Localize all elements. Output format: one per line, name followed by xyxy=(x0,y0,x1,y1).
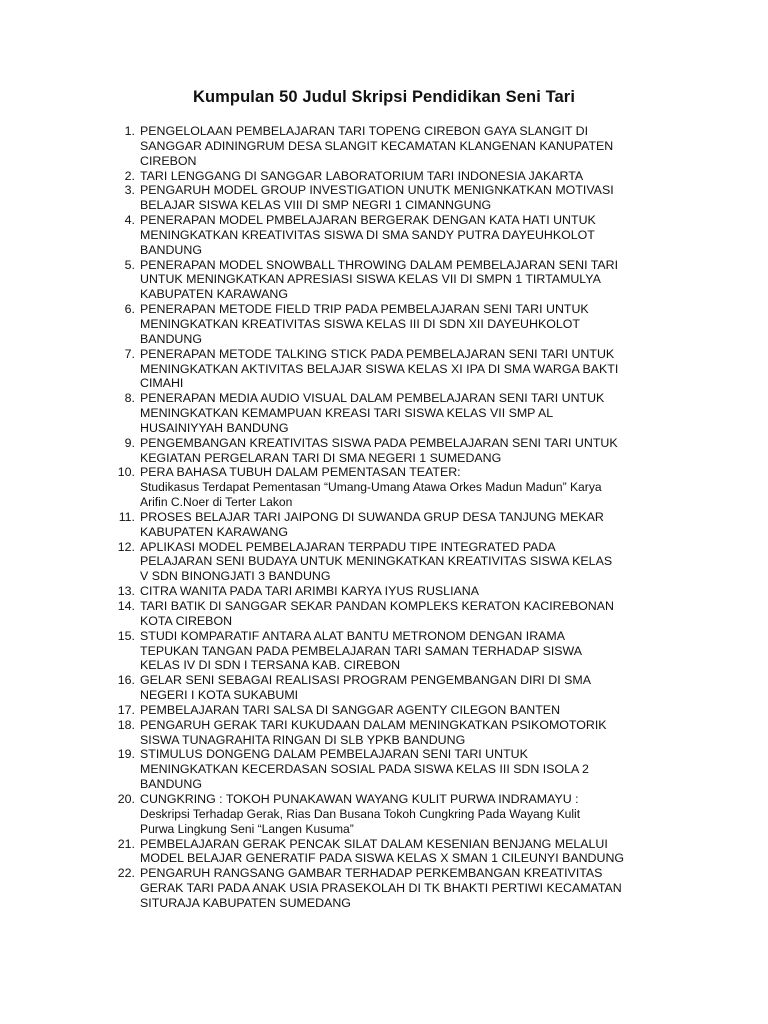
list-item-number: 1. xyxy=(124,124,135,138)
list-item xyxy=(112,465,712,510)
subtitle-line: Arifin C.Noer di Terter Lakon xyxy=(140,495,293,510)
list-item-number: 22. xyxy=(117,866,135,881)
list-item-text xyxy=(140,540,712,585)
list-item xyxy=(112,837,712,867)
title-line: GELAR SENI SEBAGAI REALISASI PROGRAM PENGEMBANGAN DIRI DI SMA xyxy=(140,673,591,688)
list-item-number: 6. xyxy=(124,302,135,317)
title-line: PENERAPAN METODE FIELD TRIP PADA PEMBELAJARAN SENI TARI UNTUK xyxy=(140,302,589,317)
list-item-text xyxy=(140,391,712,436)
title-line: BANDUNG xyxy=(140,777,202,792)
title-line: KABUPATEN KARAWANG xyxy=(140,287,289,302)
list-item xyxy=(112,629,712,674)
list-item-text xyxy=(140,718,712,748)
title-line: KABUPATEN KARAWANG xyxy=(140,524,289,539)
list-item-number: 8. xyxy=(124,391,135,406)
document-title: Kumpulan 50 Judul Skripsi Pendidikan Seni Tari xyxy=(192,88,576,106)
list-item xyxy=(112,302,712,347)
list-item-text xyxy=(140,747,712,792)
list-item-number: 4. xyxy=(124,213,135,228)
list-item-text xyxy=(140,183,712,213)
title-line: SANGGAR ADININGRUM DESA SLANGIT KECAMATAN KLANGENAN KANUPATEN xyxy=(140,138,614,153)
title-line: KOTA CIREBON xyxy=(140,613,233,628)
list-item-text xyxy=(140,124,712,169)
list-item-text xyxy=(140,213,712,258)
list-item-text xyxy=(140,837,712,867)
list-item xyxy=(112,347,712,392)
list-item xyxy=(112,718,712,748)
list-item-text xyxy=(140,302,712,347)
list-item-text xyxy=(140,673,712,703)
title-line: MENINGKATKAN KEMAMPUAN KREASI TARI SISWA KELAS VII SMP AL xyxy=(140,406,554,421)
title-line: PENGARUH RANGSANG GAMBAR TERHADAP PERKEMBANGAN KREATIVITAS xyxy=(140,866,603,881)
title-line: BANDUNG xyxy=(140,242,202,257)
list-item-number: 20. xyxy=(117,791,135,806)
title-line: MENINGKATKAN KREATIVITAS SISWA KELAS III DI SDN XII DAYEUHKOLOT xyxy=(140,316,580,331)
list-item-text xyxy=(140,584,712,599)
title-line: UNTUK MENINGKATKAN APRESIASI SISWA KELAS VII DI SMPN 1 TIRTAMULYA xyxy=(140,272,601,287)
list-item-text xyxy=(140,436,712,466)
list-item-text xyxy=(140,465,712,510)
title-line: TEPUKAN TANGAN PADA PEMBELAJARAN TARI SAMAN TERHADAP SISWA xyxy=(140,643,583,658)
list-item-number: 19. xyxy=(117,747,135,762)
title-line: CIMAHI xyxy=(140,376,184,391)
list-item-number: 18. xyxy=(117,717,135,732)
title-line: BELAJAR SISWA KELAS VIII DI SMP NEGRI 1 CIMANNGUNG xyxy=(140,198,492,213)
title-line: PENGARUH MODEL GROUP INVESTIGATION UNUTK MENIGNKATKAN MOTIVASI xyxy=(140,183,614,198)
title-line: NEGERI I KOTA SUKABUMI xyxy=(140,688,299,703)
list-item xyxy=(112,258,712,303)
title-line: KELAS IV DI SDN I TERSANA KAB. CIREBON xyxy=(140,658,401,673)
list-item-number: 17. xyxy=(117,702,135,717)
list-item-number: 16. xyxy=(117,673,135,688)
list-item xyxy=(112,584,712,599)
title-line: CUNGKRING : TOKOH PUNAKAWAN WAYANG KULIT PURWA INDRAMAYU : xyxy=(140,791,579,806)
title-line: CIREBON xyxy=(140,153,197,168)
list-item-number: 5. xyxy=(124,257,135,272)
title-line: MENINGKATKAN KECERDASAN SOSIAL PADA SISWA KELAS III SDN ISOLA 2 xyxy=(140,762,589,777)
title-line: PERA BAHASA TUBUH DALAM PEMENTASAN TEATER: xyxy=(140,465,461,480)
title-line: BANDUNG xyxy=(140,331,202,346)
title-line: APLIKASI MODEL PEMBELAJARAN TERPADU TIPE INTEGRATED PADA xyxy=(140,539,556,554)
list-item-text xyxy=(140,629,712,674)
list-item xyxy=(112,673,712,703)
list-item xyxy=(112,866,712,911)
title-line: PROSES BELAJAR TARI JAIPONG DI SUWANDA GRUP DESA TANJUNG MEKAR xyxy=(140,509,604,524)
list-item-text xyxy=(140,510,712,540)
list-item xyxy=(112,747,712,792)
list-item-text xyxy=(140,258,712,303)
title-line: PENERAPAN MODEL PMBELAJARAN BERGERAK DENGAN KATA HATI UNTUK xyxy=(140,213,596,228)
list-item-text xyxy=(140,347,712,392)
title-line: TARI BATIK DI SANGGAR SEKAR PANDAN KOMPLEKS KERATON KACIREBONAN xyxy=(140,599,614,613)
title-line: KEGIATAN PERGELARAN TARI DI SMA NEGERI 1 SUMEDANG xyxy=(140,450,502,465)
thesis-title-list xyxy=(112,124,712,911)
title-line: TARI LENGGANG DI SANGGAR LABORATORIUM TARI INDONESIA JAKARTA xyxy=(140,168,584,183)
title-line: PEMBELAJARAN TARI SALSA DI SANGGAR AGENTY CILEGON BANTEN xyxy=(140,702,561,717)
title-line: SITURAJA KABUPATEN SUMEDANG xyxy=(140,895,351,910)
list-item-text xyxy=(140,703,712,718)
list-item xyxy=(112,540,712,585)
list-item-number: 13. xyxy=(117,584,135,599)
title-line: PENERAPAN METODE TALKING STICK PADA PEMBELAJARAN SENI TARI UNTUK xyxy=(140,346,615,361)
title-line: CITRA WANITA PADA TARI ARIMBI KARYA IYUS RUSLIANA xyxy=(140,584,479,599)
list-item-text xyxy=(140,169,712,184)
list-item xyxy=(112,391,712,436)
list-item xyxy=(112,792,712,837)
list-item-number: 21. xyxy=(117,836,135,851)
list-item xyxy=(112,436,712,466)
list-item-text xyxy=(140,599,712,629)
title-line: PEMBELAJARAN GERAK PENCAK SILAT DALAM KESENIAN BENJANG MELALUI xyxy=(140,836,608,851)
list-item-number: 10. xyxy=(117,465,135,480)
title-line: STUDI KOMPARATIF ANTARA ALAT BANTU METRONOM DENGAN IRAMA xyxy=(140,628,565,643)
title-line: MENINGKATKAN AKTIVITAS BELAJAR SISWA KELAS XI IPA DI SMA WARGA BAKTI xyxy=(140,361,619,376)
title-line: PENGELOLAAN PEMBELAJARAN TARI TOPENG CIREBON GAYA SLANGIT DI xyxy=(140,124,589,138)
list-item-number: 12. xyxy=(117,539,135,554)
list-item-number: 15. xyxy=(117,628,135,643)
title-line: PENERAPAN MODEL SNOWBALL THROWING DALAM PEMBELAJARAN SENI TARI xyxy=(140,257,619,272)
title-line: PENERAPAN MEDIA AUDIO VISUAL DALAM PEMBELAJARAN SENI TARI UNTUK xyxy=(140,391,605,406)
title-line: STIMULUS DONGENG DALAM PEMBELAJARAN SENI TARI UNTUK xyxy=(140,747,528,762)
list-item xyxy=(112,213,712,258)
list-item xyxy=(112,124,712,169)
list-item xyxy=(112,599,712,629)
list-item-text xyxy=(140,866,712,911)
subtitle-line: Deskripsi Terhadap Gerak, Rias Dan Busana Tokoh Cungkring Pada Wayang Kulit xyxy=(140,806,581,821)
list-item xyxy=(112,183,712,213)
title-line: HUSAINIYYAH BANDUNG xyxy=(140,420,289,435)
list-item xyxy=(112,703,712,718)
list-item-text xyxy=(140,792,712,837)
list-item-number: 9. xyxy=(124,435,135,450)
list-item-number: 7. xyxy=(124,346,135,361)
list-item-number: 3. xyxy=(124,183,135,198)
title-line: PELAJARAN SENI BUDAYA UNTUK MENINGKATKAN KREATIVITAS SISWA KELAS xyxy=(140,554,613,569)
title-line: PENGEMBANGAN KREATIVITAS SISWA PADA PEMBELAJARAN SENI TARI UNTUK xyxy=(140,435,618,450)
title-line: SISWA TUNAGRAHITA RINGAN DI SLB YPKB BANDUNG xyxy=(140,732,466,747)
list-item-number: 14. xyxy=(117,599,135,613)
title-line: GERAK TARI PADA ANAK USIA PRASEKOLAH DI TK BHAKTI PERTIWI KECAMATAN xyxy=(140,881,622,896)
list-item xyxy=(112,169,712,184)
title-line: V SDN BINONGJATI 3 BANDUNG xyxy=(140,569,331,584)
subtitle-line: Studikasus Terdapat Pementasan “Umang-Umang Atawa Orkes Madun Madun” Karya xyxy=(140,480,602,495)
title-line: MODEL BELAJAR GENERATIF PADA SISWA KELAS X SMAN 1 CILEUNYI BANDUNG xyxy=(140,851,625,866)
list-item xyxy=(112,510,712,540)
list-item-number: 2. xyxy=(124,168,135,183)
list-item-number: 11. xyxy=(118,509,135,524)
title-line: MENINGKATKAN KREATIVITAS SISWA DI SMA SANDY PUTRA DAYEUHKOLOT xyxy=(140,227,595,242)
subtitle-line: Purwa Lingkung Seni “Langen Kusuma” xyxy=(140,821,354,836)
title-line: PENGARUH GERAK TARI KUKUDAAN DALAM MENINGKATKAN PSIKOMOTORIK xyxy=(140,717,607,732)
